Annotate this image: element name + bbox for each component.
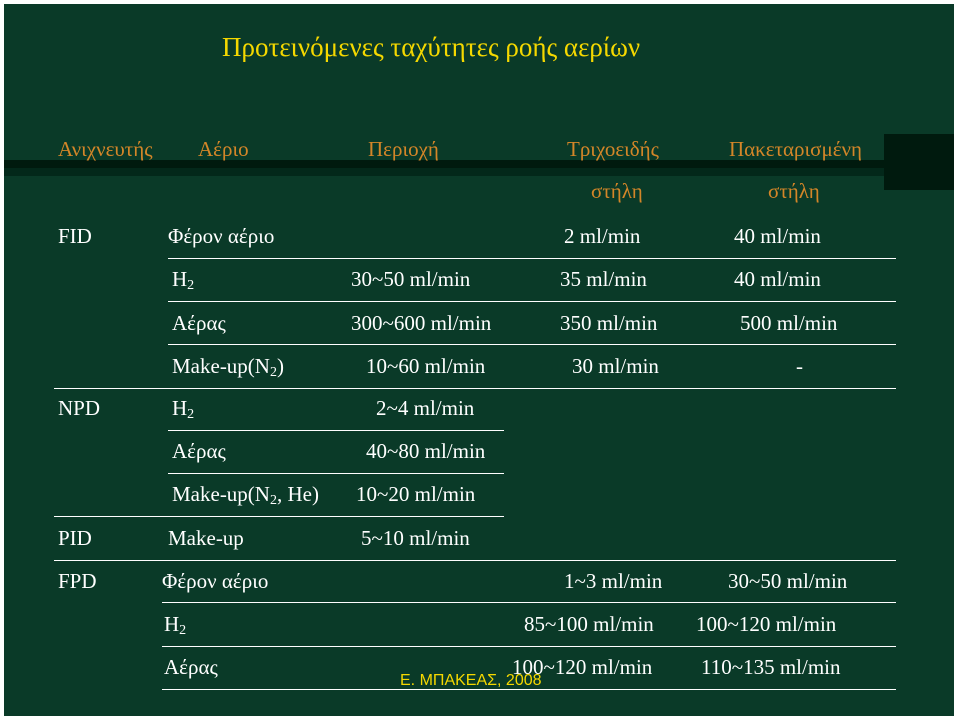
range-value: 300~600 ml/min [351, 311, 492, 335]
range-value: 10~20 ml/min [356, 482, 476, 506]
capillary-value: 35 ml/min [560, 267, 647, 291]
row-divider [168, 344, 896, 345]
header-packed: Πακεταρισμένη [729, 137, 863, 161]
author-credit: Ε. ΜΠΑΚΕΑΣ, 2008 [400, 672, 542, 689]
gas-carrier: Φέρον αέριο [162, 569, 269, 593]
gas-air: Αέρας [172, 311, 226, 335]
row-divider [162, 602, 896, 603]
gas-makeup: Make-up [168, 526, 244, 550]
gas-hydrogen: $H_2$ [164, 612, 187, 638]
capillary-value: 85~100 ml/min [524, 612, 654, 636]
row-detector-fpd: FPD [58, 569, 97, 593]
header-capillary-2: στήλη [591, 179, 643, 203]
header-packed-2: στήλη [768, 179, 820, 203]
header-band-mid [4, 168, 954, 176]
capillary-value: 1~3 ml/min [564, 569, 663, 593]
packed-value: 100~120 ml/min [696, 612, 837, 636]
packed-value: - [796, 354, 803, 378]
row-detector-npd: NPD [58, 396, 101, 420]
packed-value: 40 ml/min [734, 224, 821, 248]
gas-makeup-n2-he: Make-$up(N_2$, He) [172, 482, 319, 508]
header-detector: Ανιχνευτής [58, 137, 153, 161]
range-value: 2~4 ml/min [376, 396, 475, 420]
header-range: Περιοχή [368, 137, 439, 161]
gas-carrier: Φέρον αέριο [168, 224, 275, 248]
capillary-value: 350 ml/min [560, 311, 658, 335]
capillary-value: 30 ml/min [572, 354, 659, 378]
slide [4, 4, 954, 716]
row-divider [168, 430, 504, 431]
packed-value: 500 ml/min [740, 311, 838, 335]
section-divider [54, 388, 896, 389]
gas-air: Αέρας [164, 655, 218, 679]
row-divider [168, 301, 896, 302]
row-detector-pid: PID [58, 526, 92, 550]
range-value: 5~10 ml/min [361, 526, 470, 550]
range-value: 10~60 ml/min [366, 354, 486, 378]
packed-value: 30~50 ml/min [728, 569, 848, 593]
header-capillary: Τριχοειδής [567, 137, 659, 161]
gas-hydrogen: $H_2$ [172, 396, 195, 422]
row-divider [168, 473, 504, 474]
slide-title: Προτεινόμενες ταχύτητες ροής αερίων [222, 32, 641, 62]
row-detector-fid: FID [58, 224, 92, 248]
gas-hydrogen: $H_2$ [172, 267, 195, 293]
capillary-value: 100~120 ml/min [512, 655, 653, 679]
gas-air: Αέρας [172, 439, 226, 463]
packed-value: 40 ml/min [734, 267, 821, 291]
header-gas: Αέριο [198, 137, 249, 161]
section-divider [54, 516, 504, 517]
gas-makeup-n2: Make-$up(N_2)$ [172, 354, 284, 380]
row-divider [162, 646, 896, 647]
packed-value: 110~135 ml/min [701, 655, 841, 679]
section-divider [54, 560, 896, 561]
header-band-right [884, 134, 954, 190]
range-value: 30~50 ml/min [351, 267, 471, 291]
row-divider [168, 258, 896, 259]
range-value: 40~80 ml/min [366, 439, 486, 463]
capillary-value: 2 ml/min [564, 224, 641, 248]
